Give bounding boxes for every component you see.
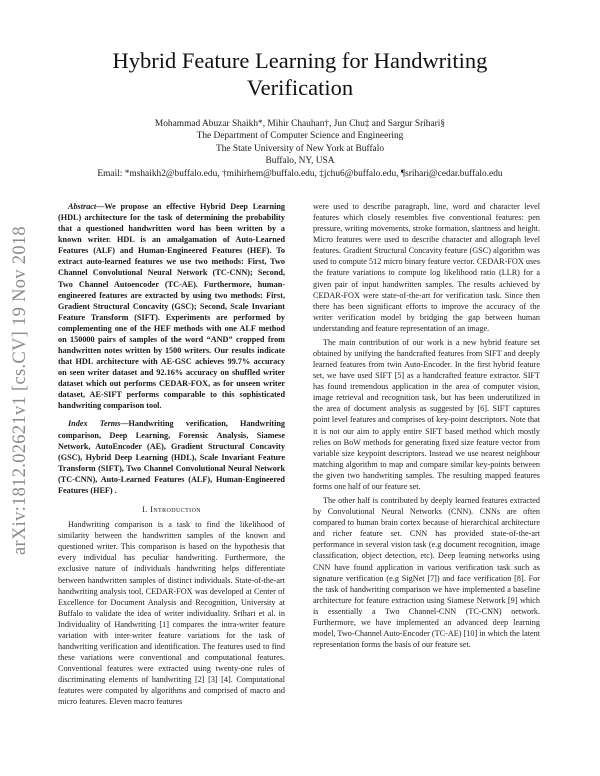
author-block [60, 118, 540, 180]
arxiv-identifier [2, 200, 38, 580]
section-heading-introduction [58, 504, 285, 515]
intro-paragraph-1: Handwriting comparison is a task to find the likelihood of similarity between the handwritten samples of the known and questioned writer. This comparison is based on the hypothesis that every individual has peculiar handwriting. Furthermore, the exclusive nature of individuals handwriting helps differentiate between handwritten samples of distinct individuals. State-of-the-art handwriting analysis tool, CEDAR-FOX was developed at Center of Excellence for Document Analysis and Recognition, University at Buffalo to validate the idea of writer individuality. Srihari et al. in Individuality of Handwriting [1] compares the intra-writer feature variation with inter-writer feature variations for the task of handwriting verification and identification. The features used to find these variations were conventional and computational features. Conventional features were extracted using twenty-one rules of discriminating elements of handwriting [2] [3] [4]. Computational features were computed by algorithms and comprised of macro and micro features. Eleven macro features [58, 520, 285, 707]
author-emails: Email: *mshaikh2@buffalo.edu, †mihirhem@buffalo.edu, ‡jchu6@buffalo.edu, ¶srihari@cedar.buffalo.edu [97, 168, 503, 179]
intro-paragraph-1-continued: were used to describe paragraph, line, word and character level features which closely resembles five conventional features: pen pressure, writing movements, stroke formation, slantness and height. Micro features were used to describe character and allograph level features. Gradient Structural Concavity feature (GSC) algorithm was used to compute 512 micro binary feature vector. CEDAR-FOX uses the feature variations to compute log likelihood ratio (LLR) for a given pair of input handwritten samples. The results achieved by CEDAR-FOX were state-of-the-art for verification task. Since then there has been significant efforts to improve the accuracy of the writer verification model by bridging the gap between human understanding and feature representation of an image. [313, 202, 540, 333]
abstract-label: Abstract [68, 202, 97, 211]
abstract-text: —We propose an effective Hybrid Deep Learning (HDL) architecture for the task of determining the probability that a questioned handwritten word has been written by a known writer. HDL is an amalgamation of Auto-Learned Features (ALF) and Human-Engineered Features (HEF). To extract auto-learned features we use two methods: First, Two Channel Convolutional Neural Network (TC-CNN); Second, Two Channel Autoencoder (TC-AE). Furthermore, human-engineered features are extracted by using two methods: First, Gradient Structural Concavity (GSC); Second, Scale Invariant Feature Transform (SIFT). Experiments are performed by complementing one of the HEF methods with one ALF method on 150000 pairs of samples of the word “AND” cropped from handwritten notes written by 1500 writers. Our results indicate that HDL architecture with AE-GSC achieves 99.7% accuracy on seen writer dataset and 92.16% accuracy on shuffled writer dataset which out performs CEDAR-FOX, as for unseen writer dataset, AE-SIFT performs comparable to this sophisticated handwriting comparison tool. [58, 202, 285, 411]
intro-paragraph-2: The main contribution of our work is a new hybrid feature set obtained by unifying the handcrafted features from SIFT and deeply learned features from twin Auto-Encoder. In the first hybrid feature set, we have used SIFT [5] as a handcrafted feature extractor. SIFT has found tremendous application in the area of computer vision, image retrieval and recognition task, but has been underutilized in the area of document analysis as suggested by [6]. SIFT captures point level features and comprises of key-point descriptors. Note that it is not our aim to apply entire SIFT based method which mostly relies on BoW methods for generating fixed size feature vector from variable size keypoint descriptors. Instead we use nearest neighbour matching algorithm to map and compare similar key-points between the given two handwriting samples. The resulting mapped features forms one half of our feature set. [313, 337, 540, 491]
intro-paragraph-3: The other half is contributed by deeply learned features extracted by Convolutional Neural Networks (CNN). CNNs are often compared to human brain cortex because of hierarchical architecture and richer feature set. CNN has provided state-of-the-art performance in several vision task (e.g document recognition, image classification, object detection, etc). Deep learning networks using CNN have found application in various verification task such as signature verification (e.g SigNet [7]) and face verification [8]. For the task of handwriting comparison we have implemented a baseline architecture for feature extraction using Siamese Network [9] which is essentially a Two Channel-CNN (TC-CNN) network. Furthermore, we have implemented an advanced deep learning model, Two-Channel Auto-Encoder (TC-AE) [10] in which the latent representation forms the basis of our feature set. [313, 496, 540, 650]
section-title: Introduction [150, 505, 202, 515]
abstract [58, 201, 285, 411]
right-column [313, 201, 540, 650]
author-city: Buffalo, NY, USA [265, 156, 335, 167]
index-terms-label: Index Terms [68, 419, 121, 429]
author-university: The State University of New York at Buffalo [215, 143, 385, 154]
index-terms [58, 418, 285, 496]
author-department: The Department of Computer Science and Engineering [196, 131, 404, 142]
section-number: I. [141, 505, 151, 515]
arxiv-identifier-text: arXiv:1812.02621v1 [cs.CV] 19 Nov 2018 [9, 225, 30, 555]
index-terms-text: —Handwriting verification, Handwriting comparison, Deep Learning, Forensic Analysis, Siamese Network, AutoEncoder (AE), Gradient Structural Concavity (GSC), Hybrid Deep Learning (HDL), Scale Invariant Feature Transform (SIFT), Two Channel Convolutional Neural Network (TC-CNN), Auto-Learned Features (ALF), Human-Engineered Features (HEF) . [58, 419, 286, 495]
paper-title: Hybrid Feature Learning for Handwriting Verification [112, 48, 488, 100]
author-names: Mohammad Abuzar Shaikh*, Mihir Chauhan†, Jun Chu‡ and Sargur Srihari§ [154, 119, 446, 129]
left-column [58, 201, 285, 707]
